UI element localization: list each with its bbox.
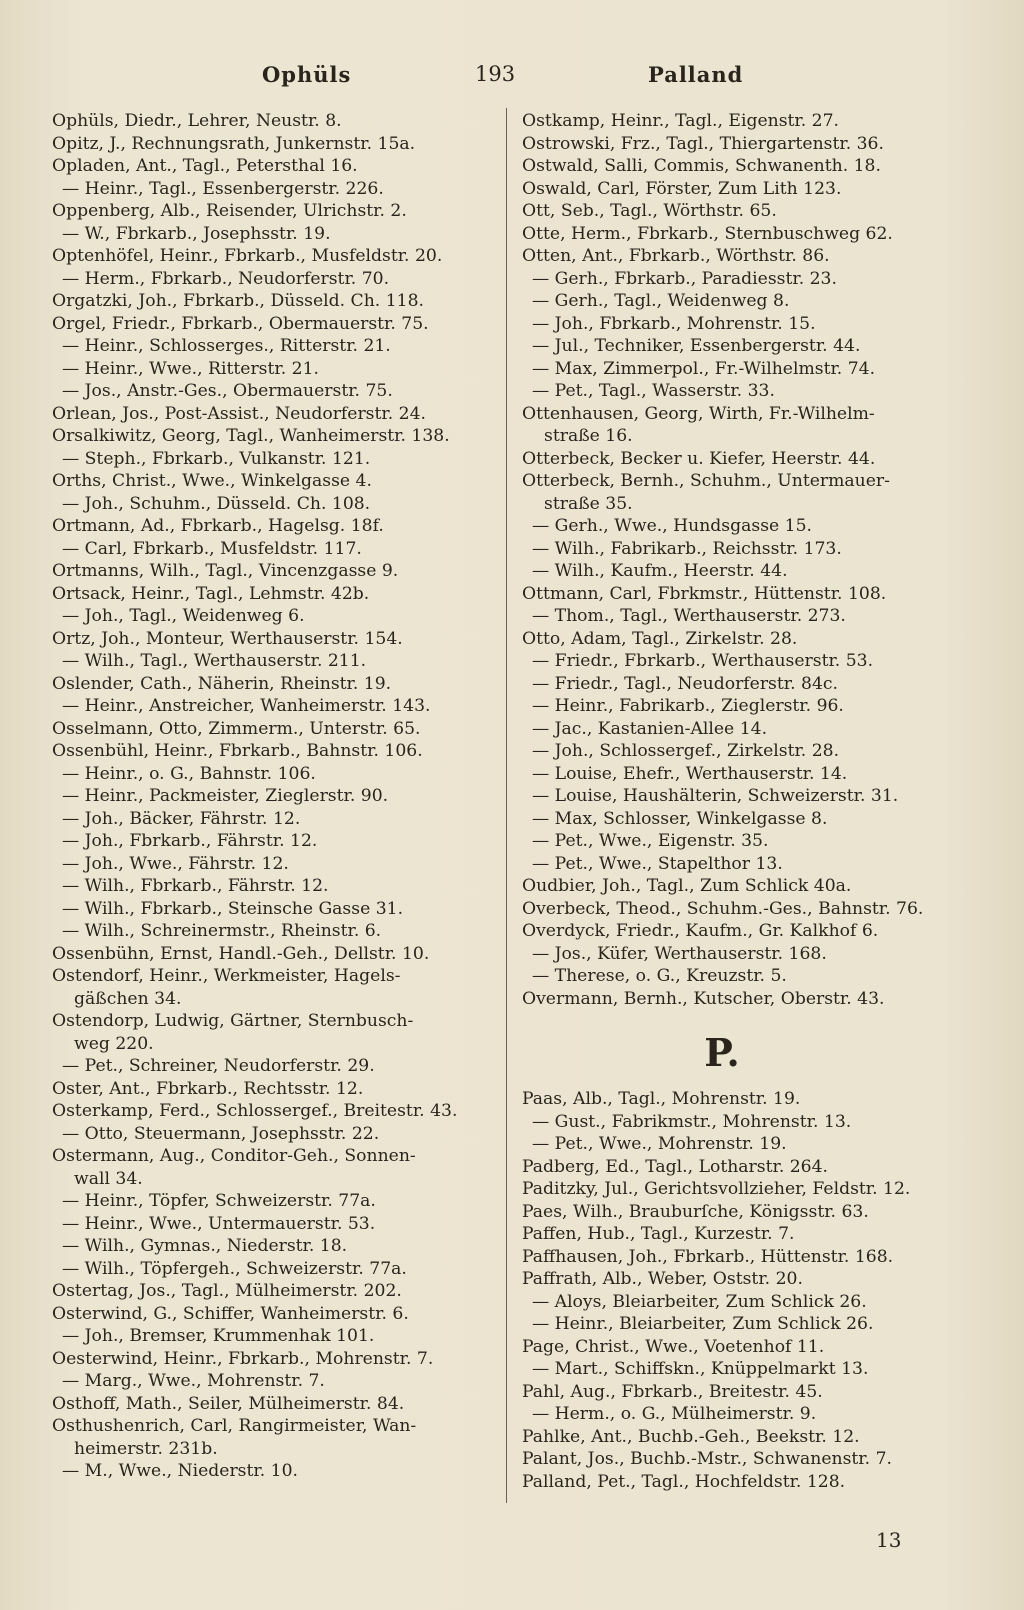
directory-entry: Osselmann, Otto, Zimmerm., Unterstr. 65. xyxy=(52,718,421,739)
directory-entry: — Heinr., Schlosserges., Ritterstr. 21. xyxy=(62,336,391,356)
directory-entry: Oster, Ant., Fbrkarb., Rechtsstr. 12. xyxy=(52,1078,364,1099)
directory-entry: — Jul., Techniker, Essenbergerstr. 44. xyxy=(532,336,861,356)
directory-entry: — Pet., Schreiner, Neudorferstr. 29. xyxy=(62,1056,375,1076)
directory-entry: Opitz, J., Rechnungsrath, Junkernstr. 15a. xyxy=(52,133,416,154)
directory-entry: Orths, Christ., Wwe., Winkelgasse 4. xyxy=(52,471,372,491)
directory-entry: — Heinr., Anstreicher, Wanheimerstr. 143. xyxy=(62,696,431,716)
directory-entry: Oslender, Cath., Näherin, Rheinstr. 19. xyxy=(52,673,392,694)
directory-entry: — Joh., Bäcker, Fährstr. 12. xyxy=(62,808,301,829)
directory-entry: Palland, Pet., Tagl., Hochfeldstr. 128. xyxy=(522,1471,846,1492)
directory-entry: — Therese, o. G., Kreuzstr. 5. xyxy=(532,966,787,986)
directory-entry: — Max, Schlosser, Winkelgasse 8. xyxy=(532,808,828,829)
directory-entry: Optenhöfel, Heinr., Fbrkarb., Musfeldstr. 20. xyxy=(52,246,443,266)
running-head-left: Ophüls xyxy=(262,62,352,87)
directory-entry: Ottenhausen, Georg, Wirth, Fr.-Wilhelm- xyxy=(522,403,875,424)
directory-entry: Orgatzki, Joh., Fbrkarb., Düsseld. Ch. 118. xyxy=(52,291,424,311)
entry-continuation: weg 220. xyxy=(74,1033,154,1054)
directory-entry: — Otto, Steuermann, Josephsstr. 22. xyxy=(62,1123,380,1144)
directory-entry: Osthoff, Math., Seiler, Mülheimerstr. 84. xyxy=(52,1393,405,1414)
directory-entry: Ottmann, Carl, Fbrkmstr., Hüttenstr. 108. xyxy=(522,583,887,604)
directory-entry: Ott, Seb., Tagl., Wörthstr. 65. xyxy=(522,201,777,221)
directory-entry: — Joh., Bremser, Krummenhak 101. xyxy=(62,1326,375,1346)
directory-entry: Paffhausen, Joh., Fbrkarb., Hüttenstr. 168. xyxy=(522,1246,894,1267)
directory-entry: — Pet., Wwe., Mohrenstr. 19. xyxy=(532,1134,787,1154)
directory-entry: — Louise, Ehefr., Werthauserstr. 14. xyxy=(532,763,848,784)
directory-entry: Ostendorf, Heinr., Werkmeister, Hagels- xyxy=(52,966,401,986)
directory-entry: Osthushenrich, Carl, Rangirmeister, Wan- xyxy=(52,1416,417,1436)
directory-entry: Ophüls, Diedr., Lehrer, Neustr. 8. xyxy=(52,111,342,131)
directory-entry: Ostendorp, Ludwig, Gärtner, Sternbusch- xyxy=(52,1011,414,1031)
directory-entry: — Heinr., Töpfer, Schweizerstr. 77a. xyxy=(62,1191,376,1211)
column-divider xyxy=(506,108,507,1503)
directory-entry: Paditzky, Jul., Gerichtsvollzieher, Feldstr. 12. xyxy=(522,1179,911,1199)
directory-entry: — Louise, Haushälterin, Schweizerstr. 31. xyxy=(532,786,899,806)
page-header xyxy=(0,62,1024,92)
directory-entry: Oppenberg, Alb., Reisender, Ulrichstr. 2. xyxy=(52,201,407,221)
directory-entry: — Marg., Wwe., Mohrenstr. 7. xyxy=(62,1371,325,1391)
directory-entry: — Joh., Wwe., Fährstr. 12. xyxy=(62,853,289,874)
directory-entry: Pahl, Aug., Fbrkarb., Breitestr. 45. xyxy=(522,1381,823,1402)
directory-entry: — Wilh., Fbrkarb., Steinsche Gasse 31. xyxy=(62,898,404,919)
directory-entry: — Herm., Fbrkarb., Neudorferstr. 70. xyxy=(62,268,390,289)
directory-entry: Oudbier, Joh., Tagl., Zum Schlick 40a. xyxy=(522,876,852,896)
entry-continuation: straße 16. xyxy=(544,426,633,446)
entry-continuation: wall 34. xyxy=(74,1168,143,1189)
directory-entry: Otte, Herm., Fbrkarb., Sternbuschweg 62. xyxy=(522,223,893,244)
directory-entry: Ostermann, Aug., Conditor-Geh., Sonnen- xyxy=(52,1146,416,1166)
directory-entry: Orsalkiwitz, Georg, Tagl., Wanheimerstr. 138. xyxy=(52,426,450,446)
directory-entry: — Thom., Tagl., Werthauserstr. 273. xyxy=(532,606,846,626)
sheet-signature: 13 xyxy=(876,1528,902,1552)
directory-entry: Palant, Jos., Buchb.-Mstr., Schwanenstr. 7. xyxy=(522,1449,892,1469)
directory-entry: Overmann, Bernh., Kutscher, Oberstr. 43. xyxy=(522,988,885,1009)
directory-entry: — Wilh., Töpfergeh., Schweizerstr. 77a. xyxy=(62,1258,407,1279)
page-number: 193 xyxy=(475,62,516,86)
directory-entry: — Mart., Schiffskn., Knüppelmarkt 13. xyxy=(532,1359,869,1379)
directory-entry: Osterwind, G., Schiffer, Wanheimerstr. 6. xyxy=(52,1303,409,1324)
directory-entry: Orgel, Friedr., Fbrkarb., Obermauerstr. 75. xyxy=(52,313,429,334)
directory-entry: Ossenbühn, Ernst, Handl.-Geh., Dellstr. 10. xyxy=(52,943,430,964)
directory-entry: Otten, Ant., Fbrkarb., Wörthstr. 86. xyxy=(522,246,830,266)
directory-entry: — Joh., Schuhm., Düsseld. Ch. 108. xyxy=(62,493,371,514)
directory-entry: — Pet., Wwe., Stapelthor 13. xyxy=(532,853,783,874)
directory-entry: Ossenbühl, Heinr., Fbrkarb., Bahnstr. 106. xyxy=(52,741,423,761)
directory-entry: — Heinr., Bleiarbeiter, Zum Schlick 26. xyxy=(532,1314,874,1334)
directory-entry: Paffrath, Alb., Weber, Oststr. 20. xyxy=(522,1269,803,1289)
directory-entry: — Heinr., Wwe., Ritterstr. 21. xyxy=(62,358,319,379)
directory-entry: — Pet., Wwe., Eigenstr. 35. xyxy=(532,831,769,851)
directory-entry: Paffen, Hub., Tagl., Kurzestr. 7. xyxy=(522,1224,795,1244)
directory-entry: Orlean, Jos., Post-Assist., Neudorferstr. 24. xyxy=(52,403,426,424)
directory-entry: Overdyck, Friedr., Kaufm., Gr. Kalkhof 6. xyxy=(522,921,879,941)
directory-entry: Padberg, Ed., Tagl., Lotharstr. 264. xyxy=(522,1156,829,1177)
directory-entry: Ortmanns, Wilh., Tagl., Vincenzgasse 9. xyxy=(52,561,399,581)
directory-entry: — Heinr., Fabrikarb., Zieglerstr. 96. xyxy=(532,696,844,716)
directory-entry: — Heinr., o. G., Bahnstr. 106. xyxy=(62,763,316,784)
directory-entry: Paes, Wilh., Brauburſche, Königsstr. 63. xyxy=(522,1201,869,1222)
directory-entry: Ortmann, Ad., Fbrkarb., Hagelsg. 18f. xyxy=(52,516,384,536)
directory-entry: Ostwald, Salli, Commis, Schwanenth. 18. xyxy=(522,156,881,176)
directory-entry: — Wilh., Fbrkarb., Fährstr. 12. xyxy=(62,876,329,896)
directory-entry: Oesterwind, Heinr., Fbrkarb., Mohrenstr. 7. xyxy=(52,1348,434,1369)
directory-entry: Page, Christ., Wwe., Voetenhof 11. xyxy=(522,1336,825,1357)
directory-entry: Pahlke, Ant., Buchb.-Geh., Beekstr. 12. xyxy=(522,1426,860,1447)
directory-entry: — Joh., Tagl., Weidenweg 6. xyxy=(62,606,305,626)
directory-entry: — Max, Zimmerpol., Fr.-Wilhelmstr. 74. xyxy=(532,358,876,379)
directory-entry: — M., Wwe., Niederstr. 10. xyxy=(62,1461,298,1481)
directory-entry: Ortz, Joh., Monteur, Werthauserstr. 154. xyxy=(52,628,403,649)
directory-entry: Paas, Alb., Tagl., Mohrenstr. 19. xyxy=(522,1089,801,1109)
directory-entry: — Joh., Fbrkarb., Mohrenstr. 15. xyxy=(532,313,816,334)
running-head-right: Palland xyxy=(648,62,744,87)
directory-entry: Ostertag, Jos., Tagl., Mülheimerstr. 202. xyxy=(52,1281,402,1301)
directory-entry: — W., Fbrkarb., Josephsstr. 19. xyxy=(62,223,331,244)
directory-entry: — Friedr., Tagl., Neudorferstr. 84c. xyxy=(532,673,838,694)
directory-entry: — Gerh., Wwe., Hundsgasse 15. xyxy=(532,516,812,536)
directory-entry: Ostrowski, Frz., Tagl., Thiergartenstr. 36. xyxy=(522,133,884,154)
directory-entry: — Gerh., Fbrkarb., Paradiesstr. 23. xyxy=(532,268,837,289)
directory-entry: — Friedr., Fbrkarb., Werthauserstr. 53. xyxy=(532,651,874,671)
entry-continuation: gäßchen 34. xyxy=(74,988,182,1009)
directory-entry: Otterbeck, Bernh., Schuhm., Untermauer- xyxy=(522,471,890,491)
entry-continuation: heimerstr. 231b. xyxy=(74,1438,218,1459)
directory-entry: — Wilh., Tagl., Werthauserstr. 211. xyxy=(62,651,367,671)
directory-entry: Ostkamp, Heinr., Tagl., Eigenstr. 27. xyxy=(522,111,840,131)
directory-entry: — Heinr., Tagl., Essenbergerstr. 226. xyxy=(62,178,384,199)
directory-entry: — Heinr., Wwe., Untermauerstr. 53. xyxy=(62,1213,376,1234)
directory-entry: — Jos., Küfer, Werthauserstr. 168. xyxy=(532,943,827,964)
directory-entry: Oswald, Carl, Förster, Zum Lith 123. xyxy=(522,178,842,199)
directory-entry: Otterbeck, Becker u. Kiefer, Heerstr. 44. xyxy=(522,448,876,469)
directory-entry: — Gerh., Tagl., Weidenweg 8. xyxy=(532,291,790,311)
directory-entry: Ortsack, Heinr., Tagl., Lehmstr. 42b. xyxy=(52,583,370,604)
directory-entry: — Joh., Schlossergef., Zirkelstr. 28. xyxy=(532,741,840,761)
directory-entry: — Herm., o. G., Mülheimerstr. 9. xyxy=(532,1404,817,1424)
directory-entry: — Jac., Kastanien-Allee 14. xyxy=(532,718,768,739)
directory-entry: — Heinr., Packmeister, Zieglerstr. 90. xyxy=(62,786,389,806)
left-column xyxy=(52,110,492,1483)
directory-entry: Overbeck, Theod., Schuhm.-Ges., Bahnstr. 76. xyxy=(522,898,924,919)
right-column xyxy=(522,110,962,1493)
directory-entry: — Aloys, Bleiarbeiter, Zum Schlick 26. xyxy=(532,1291,867,1312)
directory-entry: — Wilh., Gymnas., Niederstr. 18. xyxy=(62,1236,348,1256)
directory-entry: — Wilh., Kaufm., Heerstr. 44. xyxy=(532,561,788,581)
directory-entry: Otto, Adam, Tagl., Zirkelstr. 28. xyxy=(522,628,798,649)
directory-entry: — Pet., Tagl., Wasserstr. 33. xyxy=(532,381,775,401)
entry-continuation: straße 35. xyxy=(544,493,633,514)
directory-entry: — Gust., Fabrikmstr., Mohrenstr. 13. xyxy=(532,1111,852,1132)
directory-entry: — Jos., Anstr.-Ges., Obermauerstr. 75. xyxy=(62,381,393,401)
section-letter: P. xyxy=(704,1030,740,1075)
directory-entry: Osterkamp, Ferd., Schlossergef., Breitestr. 43. xyxy=(52,1101,458,1121)
directory-entry: — Steph., Fbrkarb., Vulkanstr. 121. xyxy=(62,448,371,469)
directory-entry: — Wilh., Fabrikarb., Reichsstr. 173. xyxy=(532,538,842,559)
directory-entry: — Carl, Fbrkarb., Musfeldstr. 117. xyxy=(62,538,362,559)
directory-entry: Opladen, Ant., Tagl., Petersthal 16. xyxy=(52,156,358,176)
directory-entry: — Wilh., Schreinermstr., Rheinstr. 6. xyxy=(62,921,382,941)
directory-entry: — Joh., Fbrkarb., Fährstr. 12. xyxy=(62,831,318,851)
